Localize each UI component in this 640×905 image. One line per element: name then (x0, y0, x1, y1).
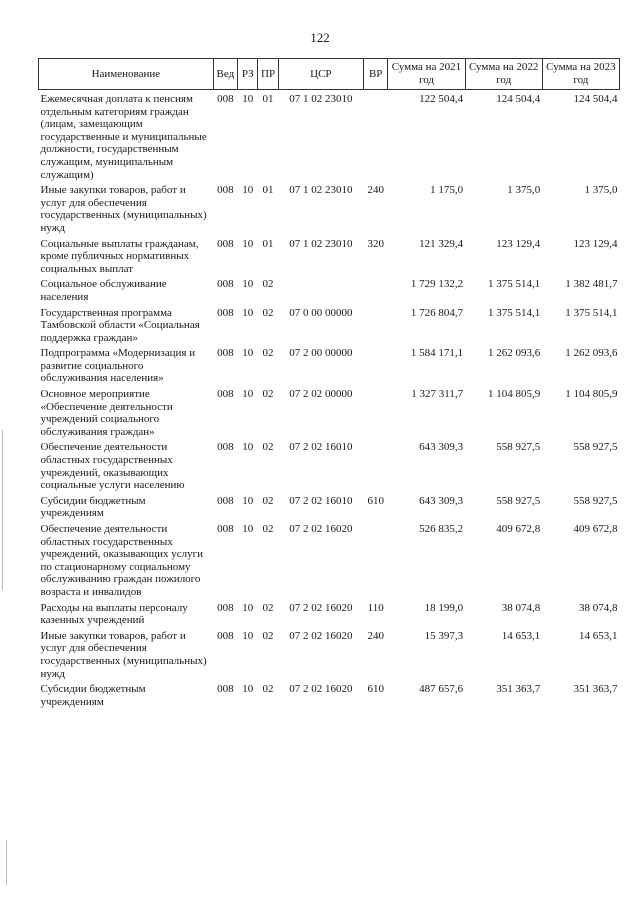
row-ved: 008 (217, 93, 234, 105)
scan-edge-mark (6, 840, 7, 885)
row-pr: 02 (262, 441, 274, 454)
row-sum-2023: 1 382 481,7 (565, 278, 618, 291)
header-sum-2023: Сумма на 2023 год (542, 59, 619, 90)
row-csr: 07 1 02 23010 (289, 93, 353, 105)
row-name: Субсидии бюджетным учреждениям (40, 683, 146, 708)
row-rz: 10 (242, 629, 254, 642)
page-number: 122 (310, 30, 330, 45)
row-pr: 02 (262, 388, 274, 401)
table-row (39, 181, 620, 234)
row-sum-2023: 38 074,8 (579, 601, 618, 614)
row-rz: 10 (242, 494, 254, 507)
scan-edge-mark (2, 430, 3, 590)
row-rz: 10 (242, 237, 254, 250)
row-pr: 01 (262, 93, 274, 105)
table-row (39, 385, 620, 438)
row-rz: 10 (242, 184, 254, 197)
row-sum-2023: 558 927,5 (573, 494, 618, 507)
row-sum-2023: 14 653,1 (579, 629, 618, 642)
row-ved: 008 (217, 601, 234, 614)
row-sum-2023: 123 129,4 (573, 237, 618, 250)
row-name: Субсидии бюджетным учреждениям (40, 494, 146, 520)
table-row (39, 235, 620, 276)
row-ved: 008 (217, 237, 234, 250)
row-rz: 10 (242, 683, 254, 696)
row-vr (364, 344, 388, 385)
row-sum-2021: 1 729 132,2 (410, 278, 464, 291)
row-sum-2021: 1 584 171,1 (410, 347, 464, 360)
row-sum-2021: 643 309,3 (419, 441, 464, 454)
row-name: Основное мероприятие «Обеспечение деятельности учреждений социального обслуживания граждан» (40, 388, 173, 438)
row-name: Подпрограмма «Модернизация и развитие социального обслуживания населения» (40, 347, 196, 385)
table-row (39, 599, 620, 627)
header-sum-2021: Сумма на 2021 год (388, 59, 465, 90)
row-ved: 008 (217, 494, 234, 507)
row-name: Социальные выплаты гражданам, кроме публичных нормативных социальных выплат (40, 237, 199, 275)
row-sum-2023: 409 672,8 (573, 523, 618, 535)
table-row (39, 520, 620, 599)
row-sum-2022: 1 375 514,1 (488, 278, 541, 291)
row-sum-2022: 123 129,4 (496, 237, 541, 250)
row-rz: 10 (242, 601, 254, 614)
row-vr (364, 90, 388, 182)
row-sum-2022: 351 363,7 (496, 683, 541, 696)
row-pr: 02 (262, 306, 274, 319)
row-sum-2022: 1 262 093,6 (488, 347, 541, 360)
row-rz: 10 (242, 93, 254, 105)
row-sum-2021: 18 199,0 (424, 601, 464, 614)
row-sum-2022: 558 927,5 (496, 441, 541, 454)
row-sum-2022: 1 375 514,1 (488, 306, 541, 319)
row-vr: 320 (367, 237, 384, 250)
row-ved: 008 (217, 629, 234, 642)
row-sum-2022: 14 653,1 (501, 629, 541, 642)
row-ved: 008 (217, 441, 234, 454)
row-csr: 07 0 00 00000 (289, 306, 353, 319)
row-sum-2023: 1 375 514,1 (565, 306, 618, 319)
row-csr: 07 2 02 00000 (289, 388, 353, 401)
row-csr: 07 1 02 23010 (289, 184, 353, 197)
budget-table (38, 58, 620, 708)
row-vr (364, 438, 388, 491)
row-rz: 10 (242, 523, 254, 535)
row-pr: 02 (262, 278, 274, 291)
header-pr: ПР (258, 59, 278, 90)
row-name: Социальное обслуживание населения (40, 278, 167, 303)
row-sum-2021: 1 175,0 (430, 184, 464, 197)
row-sum-2023: 1 262 093,6 (565, 347, 618, 360)
row-ved: 008 (217, 347, 234, 360)
row-pr: 02 (262, 347, 274, 360)
row-vr: 110 (367, 601, 384, 614)
row-csr (278, 275, 363, 303)
row-sum-2023: 558 927,5 (573, 441, 618, 454)
row-name: Обеспечение деятельности областных государственных учреждений, оказывающих услуги по стационарному социальному обслуживанию граждан пожилого возраста и инвалидов (40, 523, 203, 598)
row-ved: 008 (217, 388, 234, 401)
row-sum-2021: 121 329,4 (419, 237, 464, 250)
row-sum-2023: 124 504,4 (573, 93, 618, 105)
row-csr: 07 2 02 16010 (289, 494, 353, 507)
row-ved: 008 (217, 523, 234, 535)
row-sum-2021: 1 327 311,7 (411, 388, 464, 401)
row-sum-2021: 1 726 804,7 (410, 306, 464, 319)
row-rz: 10 (242, 306, 254, 319)
row-vr (364, 304, 388, 345)
table-row (39, 627, 620, 680)
row-vr: 240 (367, 184, 384, 197)
row-ved: 008 (217, 683, 234, 696)
header-ved: Вед (213, 59, 237, 90)
row-sum-2023: 1 375,0 (584, 184, 618, 197)
table-row (39, 90, 620, 182)
row-sum-2021: 15 397,3 (424, 629, 464, 642)
header-sum-2022: Сумма на 2022 год (465, 59, 542, 90)
table-row (39, 304, 620, 345)
row-vr (364, 385, 388, 438)
row-pr: 02 (262, 523, 274, 535)
row-rz: 10 (242, 278, 254, 291)
row-rz: 10 (242, 388, 254, 401)
row-vr: 610 (367, 683, 384, 696)
row-pr: 02 (262, 683, 274, 696)
row-sum-2021: 643 309,3 (419, 494, 464, 507)
row-name: Обеспечение деятельности областных государственных учреждений, оказывающих социальные услуги населению (40, 441, 185, 492)
row-csr: 07 2 02 16020 (289, 601, 353, 614)
row-ved: 008 (217, 306, 234, 319)
row-ved: 008 (217, 184, 234, 197)
row-vr: 240 (367, 629, 384, 642)
row-sum-2023: 351 363,7 (573, 683, 618, 696)
row-name: Расходы на выплаты персоналу казенных учреждений (40, 601, 188, 627)
row-name: Иные закупки товаров, работ и услуг для обеспечения государственных (муниципальных) нужд (40, 184, 207, 234)
row-sum-2022: 409 672,8 (496, 523, 541, 535)
row-name: Государственная программа Тамбовской области «Социальная поддержка граждан» (40, 306, 200, 344)
row-csr: 07 2 02 16010 (289, 441, 353, 454)
table-row (39, 344, 620, 385)
row-sum-2021: 487 657,6 (419, 683, 464, 696)
table-row (39, 438, 620, 491)
row-sum-2021: 122 504,4 (419, 93, 464, 105)
row-sum-2022: 1 375,0 (507, 184, 541, 197)
row-sum-2021: 526 835,2 (419, 523, 464, 535)
row-vr (364, 275, 388, 303)
row-pr: 01 (262, 237, 274, 250)
row-csr: 07 2 02 16020 (289, 683, 353, 696)
header-vr: ВР (364, 59, 388, 90)
row-sum-2022: 124 504,4 (496, 93, 541, 105)
table-row (39, 492, 620, 520)
row-ved: 008 (217, 278, 234, 291)
header-rz: РЗ (238, 59, 258, 90)
row-csr: 07 1 02 23010 (289, 237, 353, 250)
row-pr: 01 (262, 184, 274, 197)
row-pr: 02 (262, 494, 274, 507)
row-rz: 10 (242, 441, 254, 454)
row-sum-2022: 38 074,8 (501, 601, 541, 614)
header-csr: ЦСР (278, 59, 363, 90)
row-pr: 02 (262, 601, 274, 614)
row-rz: 10 (242, 347, 254, 360)
table-row (39, 275, 620, 303)
table-header-row (39, 59, 620, 90)
row-sum-2022: 1 104 805,9 (488, 388, 541, 401)
row-csr: 07 2 02 16020 (289, 523, 353, 535)
row-pr: 02 (262, 629, 274, 642)
header-name: Наименование (39, 59, 214, 90)
row-sum-2023: 1 104 805,9 (565, 388, 618, 401)
table-row (39, 680, 620, 708)
table-body (39, 90, 620, 709)
row-vr (364, 520, 388, 599)
row-csr: 07 2 00 00000 (289, 347, 353, 360)
row-sum-2022: 558 927,5 (496, 494, 541, 507)
row-vr: 610 (367, 494, 384, 507)
row-name: Ежемесячная доплата к пенсиям отдельным категориям граждан (лицам, замещающим государственные и муниципальные должности, государственным служащим, муниципальным служащим) (40, 93, 207, 181)
row-name: Иные закупки товаров, работ и услуг для обеспечения государственных (муниципальных) нужд (40, 629, 207, 680)
row-csr: 07 2 02 16020 (289, 629, 353, 642)
